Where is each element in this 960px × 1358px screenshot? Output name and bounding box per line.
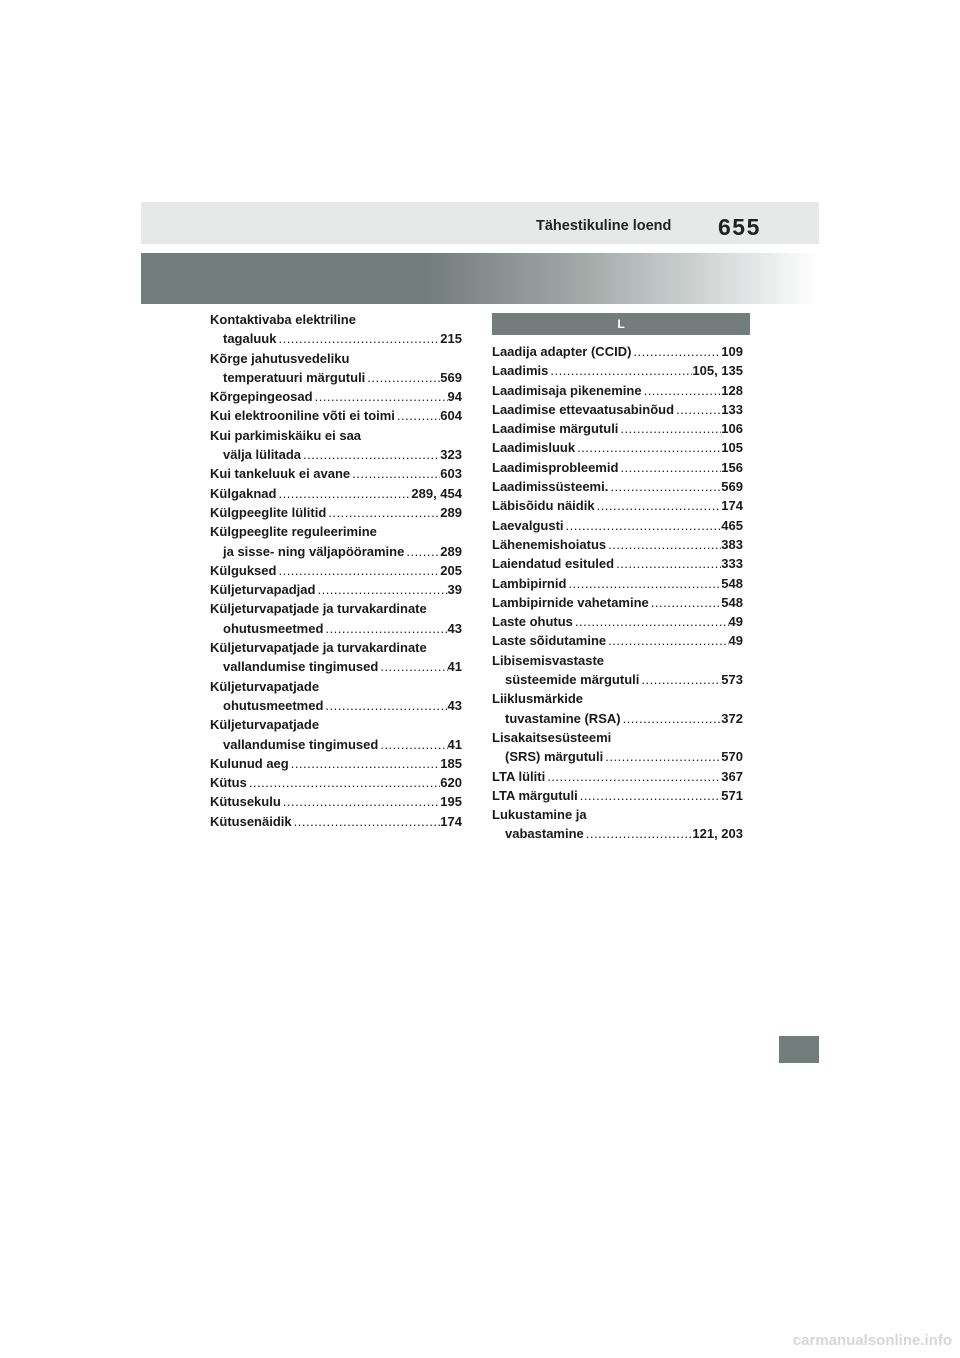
index-entry: [210, 522, 462, 561]
index-entry-line: [492, 805, 743, 824]
header-gradient-band: [141, 253, 819, 304]
index-entry-line: [492, 554, 743, 573]
index-term: Külgpeeglite reguleerimine: [210, 524, 377, 540]
index-entry: [492, 535, 743, 554]
index-term: Kui parkimiskäiku ei saa: [210, 427, 362, 443]
index-term: Külguksed: [210, 562, 277, 578]
index-page-ref: 133: [721, 401, 743, 417]
index-page-ref: 603: [440, 466, 462, 482]
index-entry-line: [210, 464, 462, 483]
index-term: Lukustamine ja: [492, 807, 587, 823]
index-term: ohutusmeetmed: [223, 697, 324, 713]
dot-leader: [578, 786, 722, 805]
dot-leader: [378, 735, 447, 754]
dot-leader: [404, 542, 440, 561]
dot-leader: [584, 824, 693, 843]
index-entry: [210, 503, 462, 522]
index-entry-line: [492, 651, 743, 670]
dot-leader: [595, 496, 722, 515]
dot-leader: [639, 670, 721, 689]
index-term: Küljeturvapatjade: [210, 678, 320, 694]
index-entry: [210, 599, 462, 638]
index-page-ref: 548: [721, 575, 743, 591]
dot-leader: [606, 631, 728, 650]
index-page-ref: 41: [447, 736, 462, 752]
index-term: Kõrge jahutusvedeliku: [210, 350, 350, 366]
index-term: Küljeturvapadjad: [210, 582, 316, 598]
index-entry: [492, 438, 743, 457]
index-page-ref: 109: [721, 344, 743, 359]
dot-leader: [292, 812, 441, 831]
index-page-ref: 571: [721, 787, 743, 803]
index-term: Küljeturvapatjade: [210, 717, 320, 733]
index-page-ref: 49: [728, 614, 743, 630]
index-page-ref: 128: [721, 382, 743, 398]
index-page-ref: 106: [721, 421, 743, 437]
index-entry-line: [492, 381, 743, 400]
index-term: Laadimisprobleemid: [492, 459, 619, 475]
index-entry-line: [210, 812, 462, 831]
thumb-index-tab: [779, 1036, 819, 1063]
index-entry-line: [210, 619, 462, 638]
index-term: ja sisse- ning väljapööramine: [223, 543, 405, 559]
index-term: Läbisõidu näidik: [492, 498, 595, 514]
index-term: Kõrgepingeosad: [210, 389, 313, 405]
dot-leader: [247, 773, 440, 792]
dot-leader: [323, 696, 447, 715]
index-entry: [492, 631, 743, 650]
index-entry-line: [492, 535, 743, 554]
index-page-ref: 573: [721, 672, 743, 688]
index-page-ref: 570: [721, 749, 743, 765]
index-term: Laevalgusti: [492, 517, 564, 533]
index-entry-line: [210, 580, 462, 599]
dot-leader: [365, 368, 440, 387]
index-term: Laste ohutus: [492, 614, 573, 630]
index-page-ref: 333: [721, 556, 743, 572]
index-page-ref: 174: [721, 498, 743, 514]
index-page-ref: 215: [440, 331, 462, 347]
index-column-right: [492, 342, 743, 844]
index-entry: [210, 426, 462, 465]
index-entry-line: [210, 696, 462, 715]
dot-leader: [323, 619, 447, 638]
dot-leader: [289, 754, 441, 773]
index-page-ref: 41: [447, 659, 462, 675]
index-entry-line: [210, 715, 462, 734]
index-term: Lambipirnid: [492, 575, 567, 591]
dot-leader: [276, 329, 440, 348]
index-entry-line: [492, 342, 743, 361]
index-term: Küljeturvapatjade ja turvakardinate: [210, 640, 427, 656]
index-term: Laadimissüsteemi.: [492, 479, 609, 495]
index-page-ref: 620: [440, 775, 462, 791]
section-title: Tähestikuline loend: [536, 218, 672, 234]
page-number: 655: [718, 214, 761, 240]
index-page-ref: 548: [721, 594, 743, 610]
dot-leader: [545, 767, 721, 786]
index-entry-line: [210, 773, 462, 792]
dot-leader: [326, 503, 440, 522]
index-entry: [492, 593, 743, 612]
index-term: Libisemisvastaste: [492, 652, 605, 668]
index-term: LTA lüliti: [492, 768, 546, 784]
index-term: Kütusekulu: [210, 794, 281, 810]
index-entry: [210, 406, 462, 425]
index-term: Kui elektrooniline võti ei toimi: [210, 408, 395, 424]
index-entry-line: [210, 599, 462, 618]
index-entry-line: [210, 542, 462, 561]
index-entry-line: [210, 792, 462, 811]
index-entry: [492, 342, 743, 361]
letter-heading: L: [617, 317, 625, 331]
dot-leader: [575, 438, 721, 457]
index-entry-line: [210, 503, 462, 522]
dot-leader: [631, 342, 721, 361]
index-page-ref: 39: [447, 582, 462, 598]
index-entry-line: [492, 767, 743, 786]
index-entry-line: [210, 426, 462, 445]
index-entry-line: [210, 522, 462, 541]
index-entry-line: [492, 361, 743, 380]
index-term: ohutusmeetmed: [223, 620, 324, 636]
index-page-ref: 105, 135: [692, 363, 743, 379]
index-entry: [210, 773, 462, 792]
dot-leader: [276, 561, 440, 580]
index-term: Laiendatud esituled: [492, 556, 615, 572]
watermark: carmanualsonline.info: [792, 1332, 952, 1349]
index-entry-line: [210, 349, 462, 368]
index-entry-line: [492, 631, 743, 650]
dot-leader: [621, 709, 722, 728]
index-page-ref: 94: [447, 389, 462, 405]
index-entry: [210, 812, 462, 831]
index-term: tuvastamine (RSA): [505, 710, 621, 726]
index-term: Laadimis: [492, 363, 549, 379]
index-page-ref: 121, 203: [692, 826, 743, 842]
index-term: Kütus: [210, 775, 247, 791]
index-page-ref: 174: [440, 813, 462, 829]
index-term: Lambipirnide vahetamine: [492, 594, 649, 610]
index-page-ref: 289: [440, 504, 462, 520]
index-entry: [492, 400, 743, 419]
index-term: (SRS) märgutuli: [505, 749, 604, 765]
index-entry: [492, 516, 743, 535]
index-entry-line: [210, 561, 462, 580]
index-page-ref: 372: [721, 710, 743, 726]
index-entry-line: [210, 657, 462, 676]
index-entry: [210, 792, 462, 811]
index-term: vallandumise tingimused: [223, 736, 379, 752]
index-term: Lähenemishoiatus: [492, 536, 607, 552]
index-term: temperatuuri märgutuli: [223, 369, 366, 385]
index-entry-line: [492, 612, 743, 631]
index-entry: [492, 496, 743, 515]
index-page-ref: 367: [721, 768, 743, 784]
dot-leader: [313, 387, 448, 406]
index-entry: [492, 419, 743, 438]
dot-leader: [378, 657, 447, 676]
index-entry: [492, 651, 743, 690]
index-entry: [210, 638, 462, 677]
index-entry-line: [492, 670, 743, 689]
index-page-ref: 43: [447, 697, 462, 713]
index-page-ref: 465: [721, 517, 743, 533]
index-entry: [210, 464, 462, 483]
index-entry: [210, 715, 462, 754]
index-entry-line: [210, 406, 462, 425]
index-entry: [210, 677, 462, 716]
index-entry-line: [492, 438, 743, 457]
dot-leader: [281, 792, 441, 811]
index-entry: [492, 786, 743, 805]
dot-leader: [276, 484, 411, 503]
index-page-ref: 569: [721, 479, 743, 495]
index-entry: [210, 580, 462, 599]
index-entry-line: [492, 824, 743, 843]
index-term: Külgpeeglite lülitid: [210, 504, 327, 520]
index-entry: [492, 458, 743, 477]
dot-leader: [603, 747, 721, 766]
index-entry: [210, 754, 462, 773]
dot-leader: [614, 554, 721, 573]
index-entry: [210, 484, 462, 503]
dot-leader: [395, 406, 440, 425]
index-entry: [492, 612, 743, 631]
index-page-ref: 105: [721, 440, 743, 456]
index-entry-line: [210, 677, 462, 696]
dot-leader: [548, 361, 692, 380]
index-entry: [492, 805, 743, 844]
index-term: Kütusenäidik: [210, 813, 292, 829]
index-term: Laadimisaja pikenemine: [492, 382, 642, 398]
index-entry-line: [492, 593, 743, 612]
index-term: Laadimise ettevaatusabinõud: [492, 401, 675, 417]
index-entry-line: [492, 458, 743, 477]
index-term: Kulunud aeg: [210, 755, 289, 771]
index-entry-line: [492, 689, 743, 708]
dot-leader: [618, 458, 721, 477]
index-entry-line: [492, 496, 743, 515]
index-column-left: [210, 310, 462, 831]
dot-leader: [606, 535, 721, 554]
index-entry-line: [210, 445, 462, 464]
index-term: Laadimise märgutuli: [492, 421, 619, 437]
index-entry: [210, 349, 462, 388]
index-page-ref: 195: [440, 794, 462, 810]
index-entry-line: [492, 747, 743, 766]
index-entry-line: [492, 709, 743, 728]
dot-leader: [566, 574, 721, 593]
index-entry-line: [210, 754, 462, 773]
dot-leader: [573, 612, 729, 631]
dot-leader: [642, 381, 722, 400]
index-term: välja lülitada: [223, 447, 302, 463]
index-term: LTA märgutuli: [492, 787, 578, 803]
index-entry: [492, 361, 743, 380]
index-term: vallandumise tingimused: [223, 659, 379, 675]
index-term: Liiklusmärkide: [492, 691, 584, 707]
index-entry: [492, 574, 743, 593]
index-entry-line: [210, 735, 462, 754]
index-term: Kontaktivaba elektriline: [210, 312, 356, 327]
index-page-ref: 569: [440, 369, 462, 385]
index-term: vabastamine: [505, 826, 584, 842]
index-term: Laadimisluuk: [492, 440, 576, 456]
index-page-ref: 156: [721, 459, 743, 475]
index-page-ref: 383: [721, 536, 743, 552]
index-entry: [492, 381, 743, 400]
dot-leader: [315, 580, 447, 599]
index-term: tagaluuk: [223, 331, 277, 347]
index-entry: [210, 561, 462, 580]
dot-leader: [649, 593, 722, 612]
index-entry-line: [210, 310, 462, 329]
index-entry: [492, 728, 743, 767]
index-entry-line: [210, 329, 462, 348]
index-term: Lisakaitsesüsteemi: [492, 729, 612, 745]
index-entry: [210, 387, 462, 406]
index-term: Külgaknad: [210, 485, 277, 501]
index-term: Küljeturvapatjade ja turvakardinate: [210, 601, 427, 617]
index-entry-line: [210, 368, 462, 387]
index-entry-line: [210, 484, 462, 503]
index-term: Laadija adapter (CCID): [492, 344, 632, 359]
index-term: Kui tankeluuk ei avane: [210, 466, 351, 482]
index-term: süsteemide märgutuli: [505, 672, 640, 688]
index-entry: [210, 310, 462, 349]
index-entry-line: [492, 477, 743, 496]
index-page-ref: 205: [440, 562, 462, 578]
index-page-ref: 604: [440, 408, 462, 424]
index-entry: [492, 689, 743, 728]
dot-leader: [674, 400, 721, 419]
index-page-ref: 43: [447, 620, 462, 636]
dot-leader: [564, 516, 722, 535]
dot-leader: [618, 419, 721, 438]
index-term: Laste sõidutamine: [492, 633, 607, 649]
index-entry-line: [492, 516, 743, 535]
index-entry: [492, 767, 743, 786]
index-page-ref: 323: [440, 447, 462, 463]
index-entry-line: [492, 574, 743, 593]
dot-leader: [608, 477, 721, 496]
index-entry-line: [210, 387, 462, 406]
index-entry-line: [492, 786, 743, 805]
letter-heading-bar: [492, 313, 750, 335]
index-entry: [492, 477, 743, 496]
index-page-ref: 289: [440, 543, 462, 559]
index-entry-line: [492, 419, 743, 438]
index-page-ref: 289, 454: [411, 485, 462, 501]
index-page-ref: 185: [440, 755, 462, 771]
dot-leader: [301, 445, 440, 464]
dot-leader: [350, 464, 440, 483]
index-entry-line: [210, 638, 462, 657]
index-entry: [492, 554, 743, 573]
index-entry-line: [492, 728, 743, 747]
index-entry-line: [492, 400, 743, 419]
index-page-ref: 49: [728, 633, 743, 649]
